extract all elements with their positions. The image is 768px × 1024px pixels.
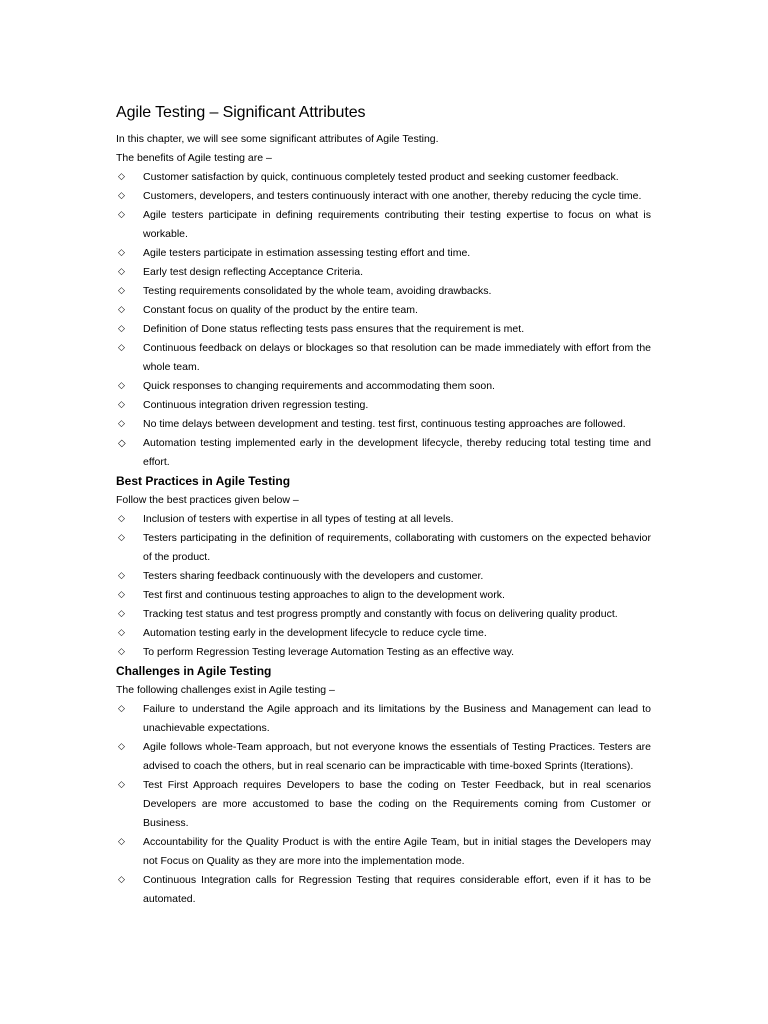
diamond-bullet-icon: ◇ [118, 875, 125, 885]
list-item-text: Tracking test status and test progress promptly and constantly with focus on delivering quality product. [143, 608, 618, 620]
diamond-bullet-icon: ◇ [118, 590, 125, 600]
diamond-bullet-icon: ◇ [118, 628, 125, 638]
list-item [116, 206, 651, 244]
best-practices-lead: Follow the best practices given below – [116, 494, 299, 506]
list-item [116, 244, 651, 263]
diamond-bullet-icon: ◇ [118, 571, 125, 581]
diamond-bullet-icon: ◇ [118, 400, 125, 410]
diamond-bullet-icon: ◇ [118, 343, 125, 353]
list-item [116, 510, 651, 529]
intro-paragraph: In this chapter, we will see some significant attributes of Agile Testing. [116, 133, 439, 145]
list-item [116, 415, 651, 434]
list-item [116, 700, 651, 738]
list-item [116, 643, 651, 662]
list-item [116, 624, 651, 643]
diamond-bullet-icon: ◇ [118, 742, 125, 752]
list-item [116, 833, 651, 871]
diamond-bullet-icon: ◇ [118, 305, 125, 315]
list-item-text: Testing requirements consolidated by the whole team, avoiding drawbacks. [143, 285, 492, 297]
list-item-text: Customer satisfaction by quick, continuous completely tested product and seeking customer feedback. [143, 171, 619, 183]
list-item [116, 282, 651, 301]
list-item [116, 605, 651, 624]
list-item-text: Automation testing early in the development lifecycle to reduce cycle time. [143, 627, 487, 639]
list-item-text: Definition of Done status reflecting tests pass ensures that the requirement is met. [143, 323, 525, 335]
list-item-text: Automation testing implemented early in the development lifecycle, thereby reducing total testing time and effort. [143, 437, 651, 468]
list-item-text: Constant focus on quality of the product by the entire team. [143, 304, 418, 316]
list-item [116, 567, 651, 586]
best-practices-list [116, 510, 651, 662]
list-item-text: Inclusion of testers with expertise in all types of testing at all levels. [143, 513, 454, 525]
list-item [116, 738, 651, 776]
diamond-bullet-icon: ◇ [118, 381, 125, 391]
challenges-lead: The following challenges exist in Agile testing – [116, 684, 335, 696]
diamond-bullet-icon: ◇ [118, 780, 125, 790]
list-item-text: Agile testers participate in defining requirements contributing their testing expertise to focus on what is workable. [143, 209, 651, 240]
diamond-bullet-icon: ◇ [118, 286, 125, 296]
document-page [116, 100, 651, 909]
list-item-text: Early test design reflecting Acceptance Criteria. [143, 266, 364, 278]
diamond-bullet-icon: ◇ [118, 191, 125, 201]
list-item-text: Agile testers participate in estimation assessing testing effort and time. [143, 247, 471, 259]
benefits-lead: The benefits of Agile testing are – [116, 152, 272, 164]
list-item-text: Continuous feedback on delays or blockages so that resolution can be made immediately with effort from the whole team. [143, 342, 651, 373]
list-item-text: Test first and continuous testing approaches to align to the development work. [143, 589, 505, 601]
best-practices-heading: Best Practices in Agile Testing [116, 474, 291, 488]
benefits-list [116, 168, 651, 472]
list-item [116, 301, 651, 320]
list-item [116, 377, 651, 396]
diamond-bullet-icon: ◇ [118, 704, 125, 714]
list-item-text: Accountability for the Quality Product is with the entire Agile Team, but in initial stages the Developers may not Focus on Quality as they are more into the implementation mode. [143, 836, 651, 867]
list-item [116, 339, 651, 377]
document-title: Agile Testing – Significant Attributes [116, 104, 366, 121]
list-item [116, 529, 651, 567]
diamond-bullet-icon: ◇ [118, 837, 125, 847]
list-item-text: Testers participating in the definition of requirements, collaborating with customers on the expected behavior of the product. [143, 532, 651, 563]
diamond-bullet-icon: ◇ [118, 514, 125, 524]
diamond-bullet-icon: ◇ [118, 419, 125, 429]
challenges-heading: Challenges in Agile Testing [116, 664, 272, 678]
list-item [116, 187, 651, 206]
diamond-bullet-icon: ◇ [118, 533, 125, 543]
list-item [116, 586, 651, 605]
list-item [116, 434, 651, 472]
list-item-text: Continuous Integration calls for Regression Testing that requires considerable effort, even if it has to be automated. [143, 874, 651, 905]
list-item-text: Testers sharing feedback continuously with the developers and customer. [143, 570, 484, 582]
diamond-bullet-icon: ◇ [118, 172, 125, 182]
diamond-bullet-icon: ◇ [118, 438, 126, 449]
list-item [116, 871, 651, 909]
list-item-text: Quick responses to changing requirements and accommodating them soon. [143, 380, 495, 392]
list-item-text: Failure to understand the Agile approach and its limitations by the Business and Management can lead to unachievable expectations. [143, 703, 651, 734]
list-item [116, 776, 651, 833]
diamond-bullet-icon: ◇ [118, 324, 125, 334]
list-item [116, 263, 651, 282]
diamond-bullet-icon: ◇ [118, 609, 125, 619]
diamond-bullet-icon: ◇ [118, 267, 125, 277]
challenges-list [116, 700, 651, 909]
list-item-text: To perform Regression Testing leverage Automation Testing as an effective way. [143, 646, 515, 658]
diamond-bullet-icon: ◇ [118, 210, 125, 220]
list-item [116, 396, 651, 415]
list-item-text: Continuous integration driven regression testing. [143, 399, 369, 411]
list-item-text: No time delays between development and testing. test first, continuous testing approaches are followed. [143, 418, 626, 430]
diamond-bullet-icon: ◇ [118, 647, 125, 657]
diamond-bullet-icon: ◇ [118, 248, 125, 258]
list-item-text: Test First Approach requires Developers to base the coding on Tester Feedback, but in real scenarios Developers are more accustomed to base the coding on the Requirements coming from Customer or Business. [143, 779, 651, 829]
list-item-text: Agile follows whole-Team approach, but not everyone knows the essentials of Testing Practices. Testers are advised to coach the others, but in real scenario can be impracticable with time-boxed Sprints (Iterations). [143, 741, 651, 772]
list-item-text: Customers, developers, and testers continuously interact with one another, thereby reducing the cycle time. [143, 190, 642, 202]
list-item [116, 168, 651, 187]
list-item [116, 320, 651, 339]
